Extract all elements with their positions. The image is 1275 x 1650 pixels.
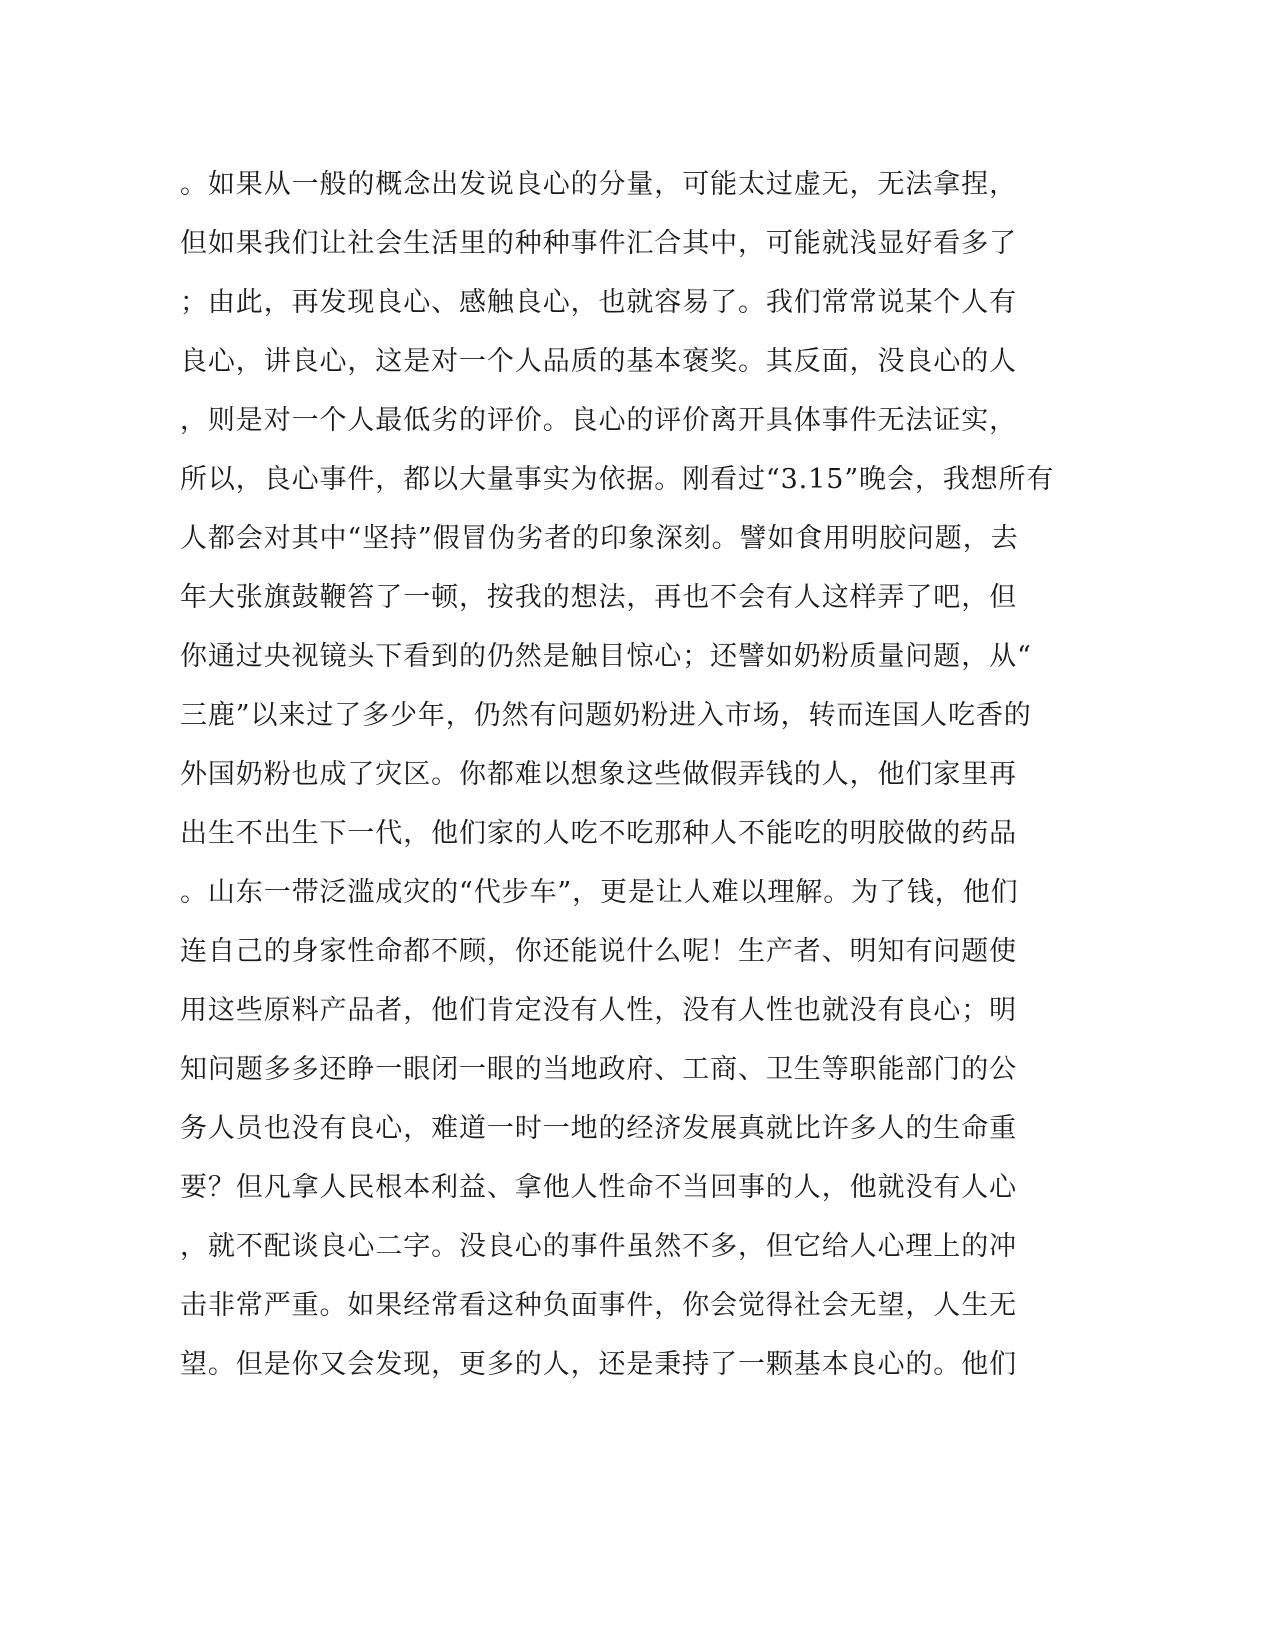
text-line-8: 年大张旗鼓鞭笞了一顿，按我的想法，再也不会有人这样弄了吧，但 (180, 582, 1017, 613)
text-line-2: 但如果我们让社会生活里的种种事件汇合其中，可能就浅显好看多了 (180, 228, 1017, 259)
text-line-15: 用这些原料产品者，他们肯定没有人性，没有人性也就没有良心；明 (180, 995, 1017, 1026)
text-line-11: 外国奶粉也成了灾区。你都难以想象这些做假弄钱的人，他们家里再 (180, 759, 1017, 790)
text-line-17: 务人员也没有良心，难道一时一地的经济发展真就比许多人的生命重 (180, 1113, 1017, 1144)
text-line-4: 良心，讲良心，这是对一个人品质的基本褒奖。其反面，没良心的人 (180, 346, 1017, 377)
text-line-3: ；由此，再发现良心、感触良心，也就容易了。我们常常说某个人有 (180, 287, 1017, 318)
text-line-18: 要？但凡拿人民根本利益、拿他人性命不当回事的人，他就没有人心 (180, 1172, 1017, 1203)
body-text (180, 162, 1055, 1401)
text-line-1: 。如果从一般的概念出发说良心的分量，可能太过虚无，无法拿捏， (180, 169, 1017, 200)
text-line-16: 知问题多多还睁一眼闭一眼的当地政府、工商、卫生等职能部门的公 (180, 1054, 1017, 1085)
text-line-5: ，则是对一个人最低劣的评价。良心的评价离开具体事件无法证实， (180, 405, 1017, 436)
text-line-10: 三鹿”以来过了多少年，仍然有问题奶粉进入市场，转而连国人吃香的 (180, 700, 1032, 731)
text-line-13: 。山东一带泛滥成灾的“代步车”，更是让人难以理解。为了钱，他们 (180, 877, 1019, 908)
text-line-9: 你通过央视镜头下看到的仍然是触目惊心；还譬如奶粉质量问题，从“ (180, 641, 1032, 672)
text-line-14: 连自己的身家性命都不顾，你还能说什么呢！生产者、明知有问题使 (180, 936, 1017, 967)
text-line-20: 击非常严重。如果经常看这种负面事件，你会觉得社会无望，人生无 (180, 1290, 1017, 1321)
text-line-7: 人都会对其中“坚持”假冒伪劣者的印象深刻。譬如食用明胶问题，去 (180, 523, 1019, 554)
text-line-12: 出生不出生下一代，他们家的人吃不吃那种人不能吃的明胶做的药品 (180, 818, 1017, 849)
text-line-6: 所以，良心事件，都以大量事实为依据。刚看过“3.15”晚会，我想所有 (180, 464, 1055, 495)
text-line-19: ，就不配谈良心二字。没良心的事件虽然不多，但它给人心理上的冲 (180, 1231, 1017, 1262)
text-line-21: 望。但是你又会发现，更多的人，还是秉持了一颗基本良心的。他们 (180, 1349, 1017, 1380)
